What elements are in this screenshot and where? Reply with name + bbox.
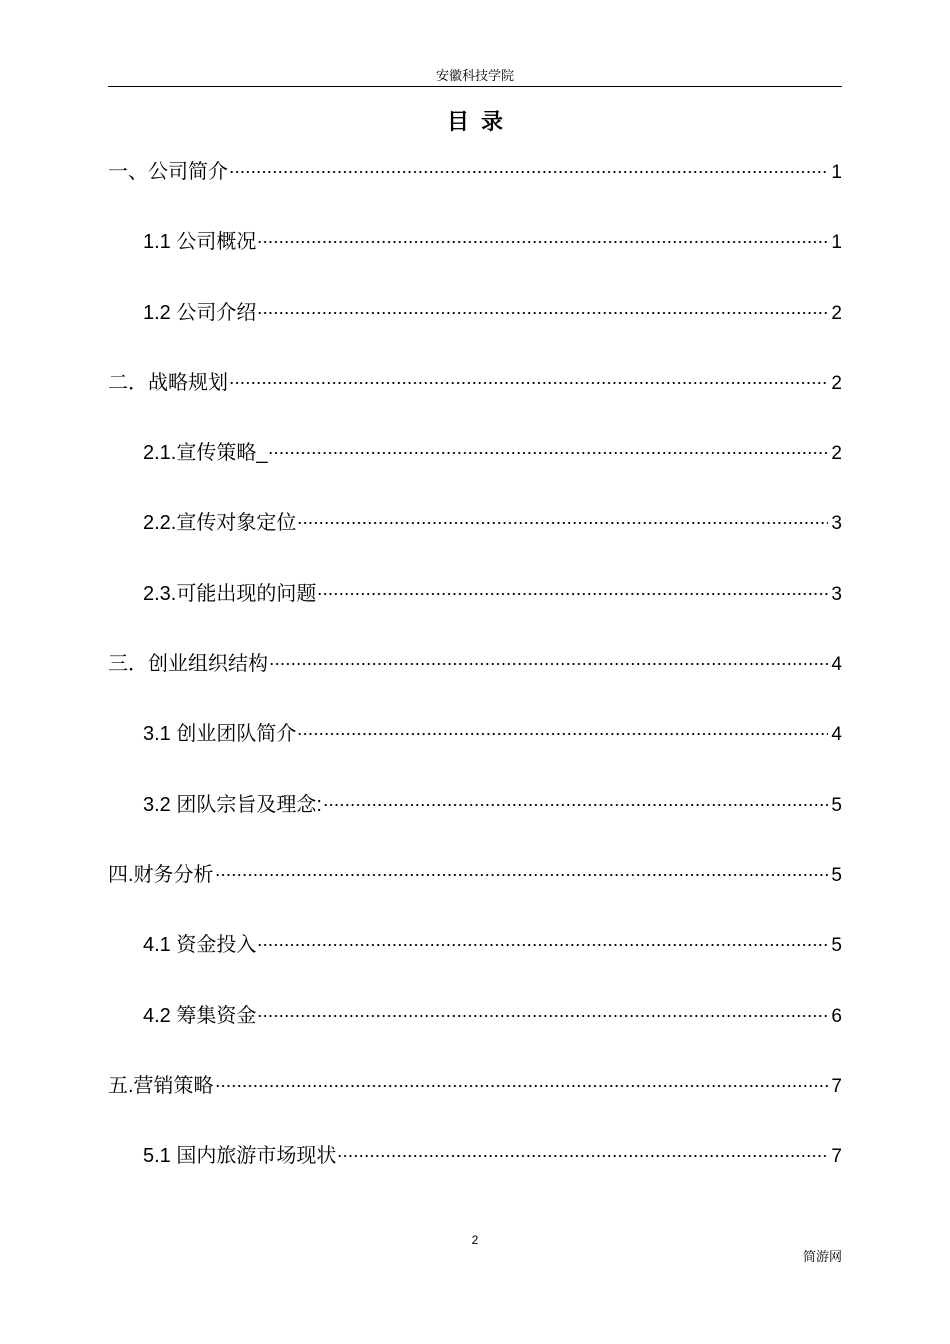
toc-entry-label: 4.1 资金投入 bbox=[143, 934, 257, 957]
toc-dot-leader bbox=[229, 170, 828, 174]
toc-entry[interactable] bbox=[108, 785, 842, 855]
toc-entry-label: 5.1 国内旅游市场现状 bbox=[143, 1145, 337, 1168]
toc-entry-label: 2.1.宣传策略_ bbox=[143, 442, 268, 465]
toc-title: 目录 bbox=[446, 109, 515, 134]
toc-entry-label: 五.营销策略 bbox=[108, 1074, 214, 1097]
toc-entry[interactable] bbox=[108, 433, 842, 503]
toc-dot-leader bbox=[215, 873, 829, 877]
toc-entry-page-number: 4 bbox=[831, 654, 842, 676]
toc-entry-label: 一、公司简介 bbox=[108, 161, 228, 183]
toc-entry-page-number: 5 bbox=[831, 935, 842, 957]
toc-entry-page-number: 6 bbox=[831, 1005, 842, 1027]
page-header bbox=[108, 66, 842, 87]
toc-entry[interactable] bbox=[108, 503, 842, 573]
toc-entry-page-number: 7 bbox=[831, 1075, 842, 1097]
toc-entry-page-number: 7 bbox=[831, 1146, 842, 1168]
toc-entry-page-number: 5 bbox=[831, 864, 842, 886]
toc-dot-leader bbox=[337, 1154, 828, 1158]
toc-entry-label: 3.2 团队宗旨及理念: bbox=[143, 793, 322, 816]
toc-entry-page-number: 2 bbox=[831, 372, 842, 394]
toc-entry-label: 四.财务分析 bbox=[108, 863, 214, 886]
header-school-name: 安徽科技学院 bbox=[435, 68, 514, 83]
toc-entry[interactable] bbox=[108, 152, 842, 222]
toc-dot-leader bbox=[257, 240, 828, 244]
toc-dot-leader bbox=[323, 803, 829, 807]
toc-entry[interactable] bbox=[108, 996, 842, 1066]
toc-dot-leader bbox=[257, 1014, 828, 1018]
toc-entry-page-number: 3 bbox=[831, 513, 842, 535]
toc-entry-label: 4.2 筹集资金 bbox=[143, 1004, 257, 1027]
toc-entry-page-number: 5 bbox=[831, 794, 842, 816]
toc-entry[interactable] bbox=[108, 222, 842, 292]
footer-page-number: 2 bbox=[471, 1233, 479, 1247]
toc-entry-label: 3.1 创业团队简介 bbox=[143, 723, 297, 746]
toc-entry[interactable] bbox=[108, 714, 842, 784]
toc-dot-leader bbox=[317, 592, 828, 596]
toc-dot-leader bbox=[268, 451, 828, 455]
toc-entry-page-number: 3 bbox=[831, 583, 842, 605]
toc-entry[interactable] bbox=[108, 293, 842, 363]
toc-entry[interactable] bbox=[108, 1066, 842, 1136]
toc-entry-label: 2.3.可能出现的问题 bbox=[143, 582, 317, 605]
toc-dot-leader bbox=[269, 662, 828, 666]
toc-entry-label: 1.1 公司概况 bbox=[143, 231, 257, 254]
toc-entry[interactable] bbox=[108, 644, 842, 714]
toc-dot-leader bbox=[229, 381, 828, 385]
table-of-contents bbox=[108, 152, 842, 1206]
toc-entry[interactable] bbox=[108, 855, 842, 925]
toc-entry-page-number: 4 bbox=[831, 724, 842, 746]
toc-dot-leader bbox=[257, 311, 828, 315]
toc-entry[interactable] bbox=[108, 574, 842, 644]
toc-entry[interactable] bbox=[108, 1136, 842, 1206]
toc-entry-label: 1.2 公司介绍 bbox=[143, 301, 257, 324]
toc-entry-page-number: 2 bbox=[831, 302, 842, 324]
toc-dot-leader bbox=[297, 521, 828, 525]
toc-entry-label: 2.2.宣传对象定位 bbox=[143, 512, 297, 535]
toc-dot-leader bbox=[257, 943, 828, 947]
footer-brand: 简游网 bbox=[802, 1249, 842, 1264]
toc-entry-label: 三．创业组织结构 bbox=[108, 653, 268, 676]
toc-entry-page-number: 1 bbox=[831, 232, 842, 254]
toc-entry-label: 二．战略规划 bbox=[108, 371, 228, 394]
toc-dot-leader bbox=[297, 732, 828, 736]
toc-entry[interactable] bbox=[108, 925, 842, 995]
toc-entry-page-number: 2 bbox=[831, 443, 842, 465]
toc-entry-page-number: 1 bbox=[831, 162, 842, 183]
toc-dot-leader bbox=[215, 1084, 829, 1088]
toc-entry[interactable] bbox=[108, 363, 842, 433]
